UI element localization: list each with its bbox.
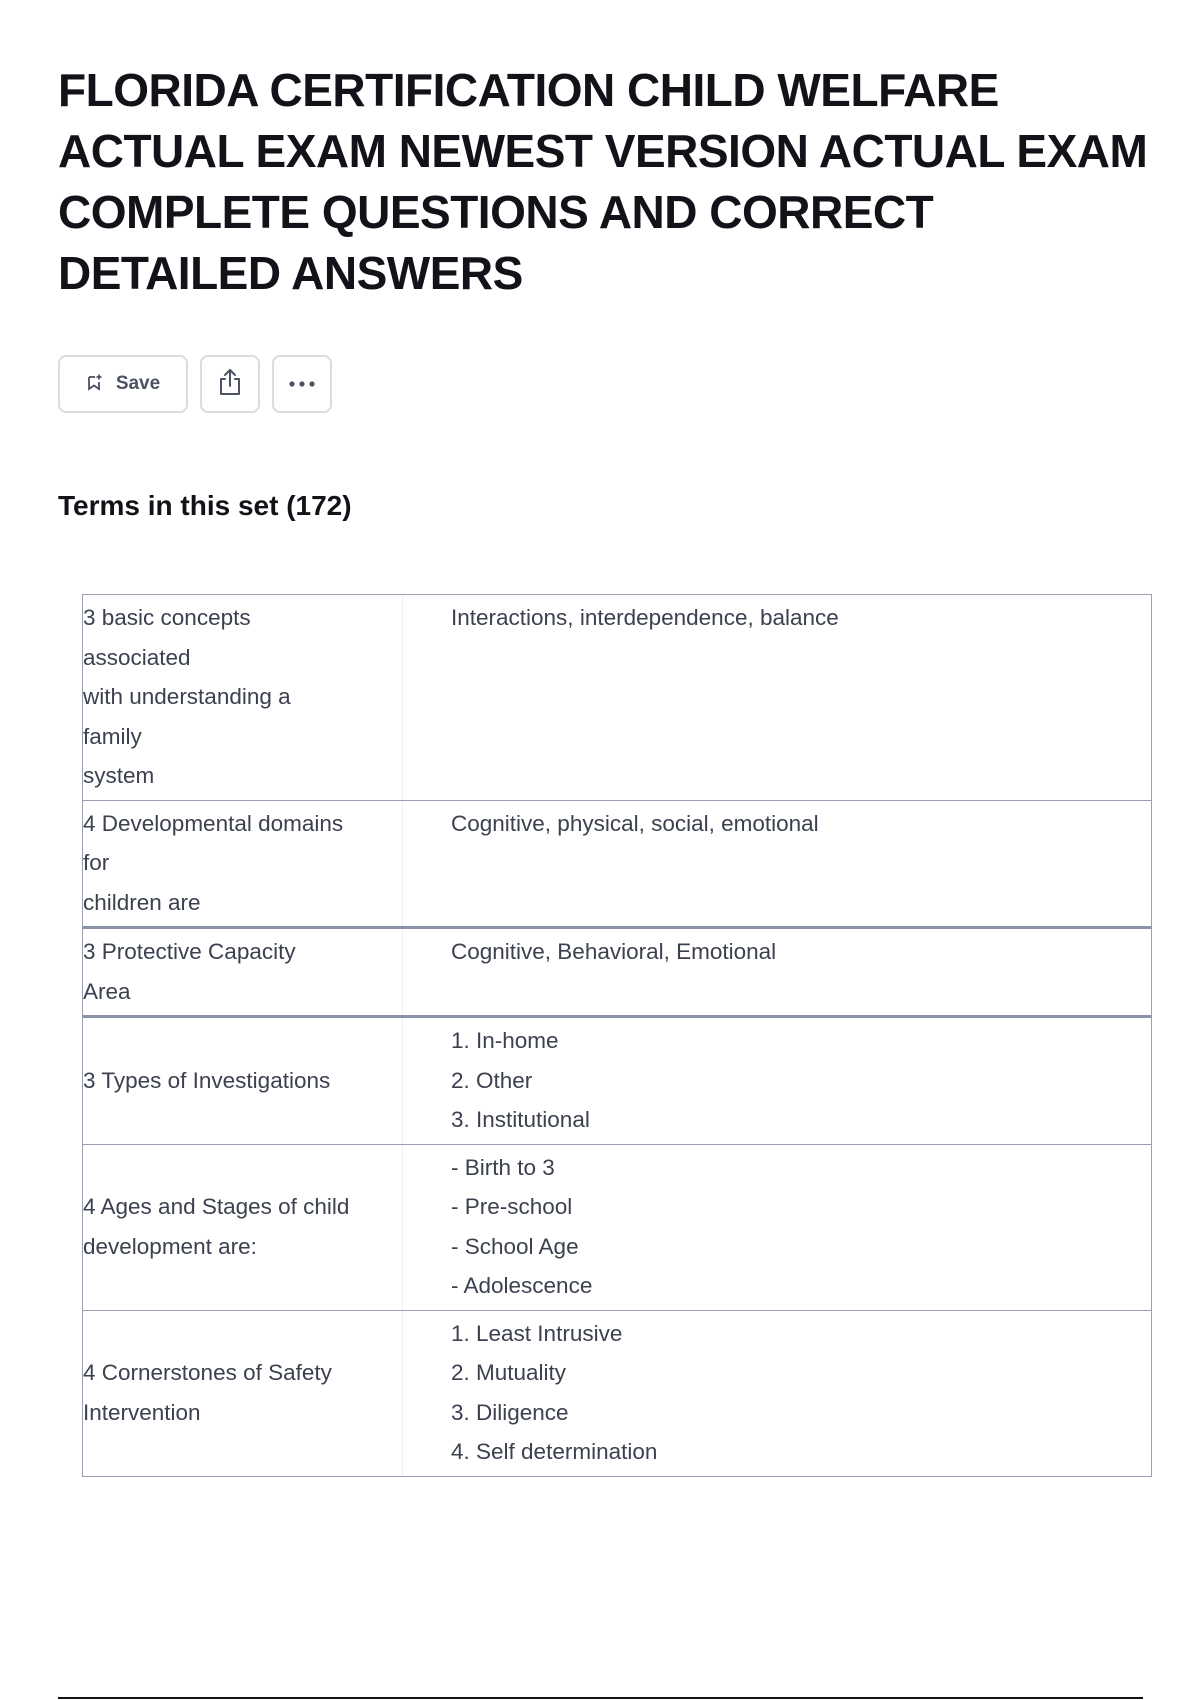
- term-text: 4 Ages and Stages of child development are:: [83, 1145, 403, 1310]
- term-row: [83, 595, 1151, 800]
- definition-line: - Adolescence: [451, 1273, 593, 1298]
- definition-line: - School Age: [451, 1233, 579, 1259]
- definition-line: Cognitive, Behavioral, Emotional: [451, 939, 777, 964]
- definition-line: 2. Mutuality: [451, 1360, 567, 1385]
- term-definition: [403, 1018, 1151, 1144]
- term-row: [83, 1310, 1151, 1476]
- definition-line: 1. Least Intrusive: [451, 1320, 623, 1346]
- definition-line: Interactions, interdependence, balance: [451, 605, 839, 630]
- term-definition: [403, 929, 1151, 1015]
- definition-line: - Birth to 3: [451, 1154, 555, 1180]
- term-row: [83, 800, 1151, 927]
- term-text: 4 Developmental domains for children are: [83, 801, 403, 927]
- share-button[interactable]: [200, 355, 260, 413]
- definition-line: 2. Other: [451, 1067, 533, 1093]
- share-icon: [216, 367, 244, 402]
- term-definition: [403, 1311, 1151, 1476]
- toolbar: [58, 355, 332, 413]
- terms-table: [82, 594, 1152, 1477]
- term-row: [83, 926, 1151, 1015]
- term-text: 3 Types of Investigations: [83, 1018, 403, 1144]
- divider: [58, 1697, 1143, 1699]
- bookmark-add-icon: [86, 373, 104, 396]
- definition-line: Cognitive, physical, social, emotional: [451, 810, 819, 836]
- page-title: FLORIDA CERTIFICATION CHILD WELFARE ACTUAL EXAM NEWEST VERSION ACTUAL EXAM COMPLETE QUESTIONS AND CORRECT DETAILED ANSWERS: [58, 64, 1148, 299]
- more-options-button[interactable]: [272, 355, 332, 413]
- definition-line: 4. Self determination: [451, 1439, 658, 1464]
- definition-line: 3. Institutional: [451, 1107, 590, 1132]
- definition-line: 3. Diligence: [451, 1399, 569, 1425]
- save-button[interactable]: [58, 355, 188, 413]
- terms-heading: Terms in this set (172): [58, 490, 352, 521]
- term-definition: [403, 595, 1151, 800]
- definition-line: 1. In-home: [451, 1028, 559, 1053]
- term-definition: [403, 801, 1151, 927]
- definition-line: - Pre-school: [451, 1194, 573, 1219]
- term-text: 4 Cornerstones of Safety Intervention: [83, 1311, 403, 1476]
- term-definition: [403, 1145, 1151, 1310]
- term-text: 3 Protective Capacity Area: [83, 929, 403, 1015]
- more-horizontal-icon: [287, 375, 317, 393]
- save-label: Save: [115, 373, 161, 394]
- term-row: [83, 1015, 1151, 1144]
- term-text: 3 basic concepts associated with understanding a family system: [83, 595, 403, 800]
- term-row: [83, 1144, 1151, 1310]
